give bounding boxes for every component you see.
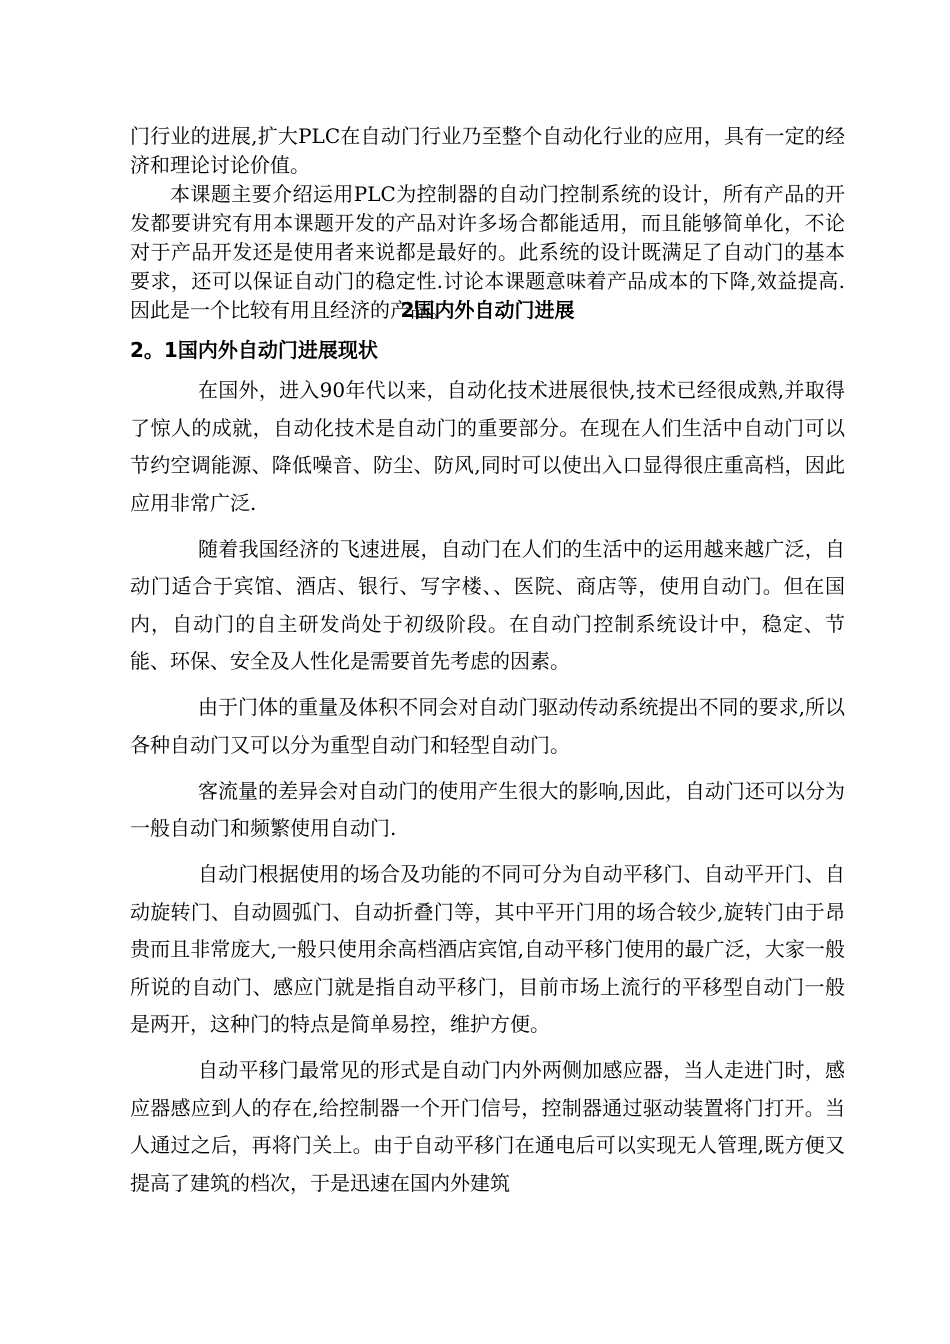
section-title: 2。1国内外自动门进展现状 xyxy=(130,338,378,362)
body-paragraph: 在国外，进入90年代以来，自动化技术进展很快,技术已经很成熟,并取得了惊人的成就，自动化技术是自动门的重要部分。在现在人们生活中自动门可以节约空调能源、降低噪音、防尘、防风,同时可以使出入口显得很庄重高档，因此应用非常广泛. xyxy=(130,378,845,515)
intro-paragraph-continuation: 门行业的进展,扩大PLC在自动门行业乃至整个自动化行业的应用，具有一定的经济和理论讨论价值。 xyxy=(130,124,845,177)
body-paragraph: 由于门体的重量及体积不同会对自动门驱动传动系统提出不同的要求,所以各种自动门又可以分为重型自动门和轻型自动门。 xyxy=(130,695,845,757)
chapter-title: 2国内外自动门进展 xyxy=(400,298,575,322)
body-paragraph: 自动门根据使用的场合及功能的不同可分为自动平移门、自动平开门、自动旋转门、自动圆弧门、自动折叠门等，其中平开门用的场合较少,旋转门由于昂贵而且非常庞大,一般只使用余高档酒店宾馆,自动平移门使用的最广泛，大家一般所说的自动门、感应门就是指自动平移门，目前市场上流行的平移型自动门一般是两开，这种门的特点是简单易控，维护方便。 xyxy=(130,862,845,1037)
intro-text xyxy=(130,122,845,325)
body-paragraph: 随着我国经济的飞速进展，自动门在人们的生活中的运用越来越广泛，自动门适合于宾馆、酒店、银行、写字楼、、医院、商店等，使用自动门。但在国内，自动门的自主研发尚处于初级阶段。在自动门控制系统设计中，稳定、节能、环保、安全及人性化是需要首先考虑的因素。 xyxy=(130,536,845,674)
intro-paragraph-topic: 本课题主要介绍运用PLC为控制器的自动门控制系统的设计，所有产品的开发都要讲究有用本课题开发的产品对许多场合都能适用，而且能够简单化，不论对于产品开发还是使用者来说都是最好的。此系统的设计既满足了自动门的基本要求，还可以保证自动门的稳定性.讨论本课题意味着产品成本的下降,效益提高.因此是一个比较有用且经济的产品。 xyxy=(130,182,845,322)
section-body xyxy=(130,372,845,1211)
body-paragraph: 客流量的差异会对自动门的使用产生很大的影响,因此，自动门还可以分为一般自动门和频繁使用自动门. xyxy=(130,778,845,841)
body-paragraph: 自动平移门最常见的形式是自动门内外两侧加感应器，当人走进门时，感应器感应到人的存在,给控制器一个开门信号，控制器通过驱动装置将门打开。当人通过之后，再将门关上。由于自动平移门在通电后可以实现无人管理,既方便又提高了建筑的档次，于是迅速在国内外建筑 xyxy=(130,1058,845,1195)
